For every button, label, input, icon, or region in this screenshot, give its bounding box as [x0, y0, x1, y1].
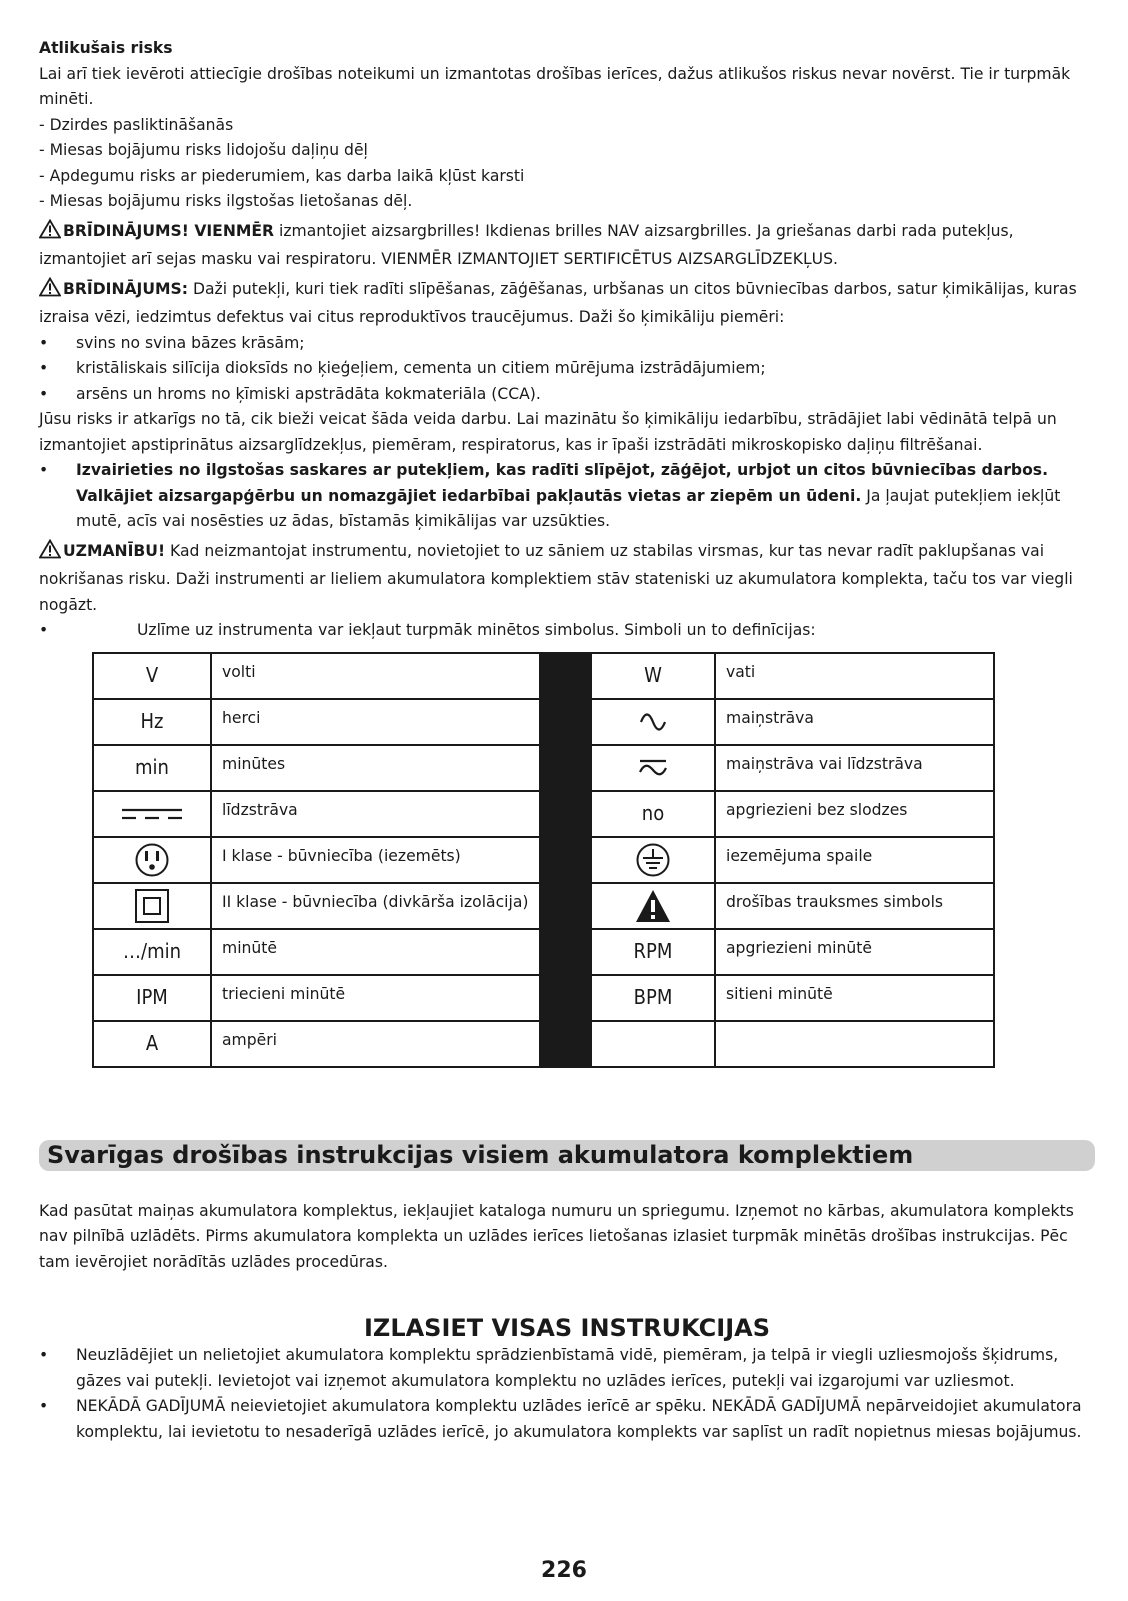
dust-contact-rest: Ja ļaujat putekļiem iekļūt mutē, acīs vai nosēsties uz ādas, bīstamās ķimikālijas var uzsūkties. [76, 486, 1061, 530]
warning-triangle-icon [39, 539, 61, 568]
chemical-example-item: • svins no svina bāzes krāsām; [39, 331, 1095, 357]
symbol-cell: min [93, 745, 211, 791]
residual-risk-item: - Miesas bojājumu risks ilgstošas lietošanas dēļ. [39, 192, 413, 210]
definition-cell: drošības trauksmes simbols [715, 883, 994, 929]
safety-alert-icon [591, 883, 715, 929]
symbol-cell: BPM [591, 975, 715, 1021]
symbol-cell: Hz [93, 699, 211, 745]
residual-risk-heading: Atlikušais risks [39, 39, 173, 57]
caution-lead: UZMANĪBU! [63, 541, 166, 560]
definition-cell: minūtes [211, 745, 540, 791]
caution-paragraph [39, 539, 1095, 619]
residual-risk-item: - Dzirdes pasliktināšanās [39, 115, 234, 134]
dust-contact-bullet [39, 458, 1095, 535]
symbol-cell: A [93, 1021, 211, 1067]
warning-lead: BRĪDINĀJUMS! VIENMĒR [63, 221, 275, 240]
chemical-example-item: • kristāliskais silīcija dioksīds no ķieģeļiem, cementa un citiem mūrējuma izstrādājumiem; [39, 356, 1095, 382]
definition-cell: herci [211, 699, 540, 745]
list-item: • Neuzlādējiet un nelietojiet akumulatora komplektu sprādzienbīstamā vidē, piemēram, ja telpā ir viegli uzliesmojošs šķidrums, gāzes vai putekļi. Ievietojot vai izņemot akumulatora komplektu no uzlādes ierīces, putekļi vai izgarojumi var uzliesmot. [39, 1343, 1095, 1394]
definition-cell: apgriezieni bez slodzes [715, 791, 994, 837]
definition-cell: sitieni minūtē [715, 975, 994, 1021]
definition-cell: volti [211, 653, 540, 699]
definition-cell: ampēri [211, 1021, 540, 1067]
symbol-cell: V [93, 653, 211, 699]
definition-cell: maiņstrāva [715, 699, 994, 745]
definition-cell: minūtē [211, 929, 540, 975]
read-all-heading: IZLASIET VISAS INSTRUKCIJAS [363, 1314, 771, 1342]
earth-terminal-icon [591, 837, 715, 883]
residual-risk-intro: Lai arī tiek ievēroti attiecīgie drošības noteikumi un izmantotas drošības ierīces, dažus atlikušos riskus nevar novērst. Tie ir turpmāk minēti. [39, 64, 1071, 108]
ac-dc-icon [591, 745, 715, 791]
warning-text: Daži putekļi, kuri tiek radīti slīpēšanas, zāģēšanas, urbšanas un citos būvniecības darbos, satur ķimikālijas, kuras izraisa vēzi, iedzimtus defektus vai citus reproduktīvos traucējumus. Daži šo ķimikāliju piemēri: [39, 279, 1077, 326]
symbol-cell [591, 1021, 715, 1067]
symbol-cell: IPM [93, 975, 211, 1021]
symbol-cell: RPM [591, 929, 715, 975]
symbol-cell: …/min [93, 929, 211, 975]
definition-cell: iezemējuma spaile [715, 837, 994, 883]
class-1-icon [93, 837, 211, 883]
residual-risk-item: - Apdegumu risks ar piederumiem, kas darba laikā kļūst karsti [39, 166, 525, 185]
definition-cell [715, 1021, 994, 1067]
warning-text: izmantojiet aizsargbrilles! Ikdienas brilles NAV aizsargbrilles. Ja griešanas darbi rada putekļus, izmantojiet arī sejas masku vai respiratoru. VIENMĒR IZMANTOJIET SERTIFICĒTUS AIZSARGLĪDZEKĻUS. [39, 221, 1014, 268]
dc-icon [93, 791, 211, 837]
warning-triangle-icon [39, 277, 61, 306]
page-number: 226 [541, 1558, 587, 1583]
dust-chemicals-warning [39, 277, 1095, 331]
table-divider [540, 653, 591, 1067]
definition-cell: līdzstrāva [211, 791, 540, 837]
caution-text: Kad neizmantojat instrumentu, novietojiet to uz sāniem uz stabilas virsmas, kur tas nevar radīt paklupšanas vai nokrišanas risku. Daži instrumenti ar lieliem akumulatora komplektiem stāv stateniski uz akumulatora komplekta, taču tos var viegli nogāzt. [39, 541, 1073, 614]
definition-cell: I klase - būvniecība (iezemēts) [211, 837, 540, 883]
warning-lead: BRĪDINĀJUMS: [63, 279, 189, 298]
definition-cell: apgriezieni minūtē [715, 929, 994, 975]
table-row [93, 653, 994, 699]
chemical-example-item: • arsēns un hroms no ķīmiski apstrādāta kokmateriāla (CCA). [39, 382, 1095, 408]
definition-cell: maiņstrāva vai līdzstrāva [715, 745, 994, 791]
definition-cell: II klase - būvniecība (divkārša izolācija) [211, 883, 540, 929]
class-2-icon [93, 883, 211, 929]
page-content [39, 36, 1095, 1445]
battery-section-body: Kad pasūtat maiņas akumulatora komplektus, iekļaujiet kataloga numuru un spriegumu. Izņemot no kārbas, akumulatora komplekts nav pilnībā uzlādēts. Pirms akumulatora komplekta un uzlādes ierīces lietošanas izlasiet turpmāk minētās drošības instrukcijas. Pēc tam ievērojiet norādītās uzlādes procedūras. [39, 1201, 1074, 1271]
definition-cell: triecieni minūtē [211, 975, 540, 1021]
symbols-intro: • Uzlīme uz instrumenta var iekļaut turpmāk minētos simbolus. Simboli un to definīcijas: [39, 618, 1095, 644]
symbols-table [92, 652, 995, 1068]
dust-contact-bold: Izvairieties no ilgstošas saskares ar putekļiem, kas radīti slīpējot, zāģējot, urbjot un citos būvniecības darbos. Valkājiet aizsargapģērbu un nomazgājiet iedarbībai pakļautās vietas ar ziepēm un ūdeni. [76, 461, 1049, 505]
symbol-cell: W [591, 653, 715, 699]
battery-section-title: Svarīgas drošības instrukcijas visiem akumulatora komplektiem [39, 1140, 1095, 1171]
warning-triangle-icon [39, 219, 61, 248]
definition-cell: vati [715, 653, 994, 699]
list-item: • NEKĀDĀ GADĪJUMĀ neievietojiet akumulatora komplektu uzlādes ierīcē ar spēku. NEKĀDĀ GADĪJUMĀ nepārveidojiet akumulatora komplektu, lai ievietotu to nesaderīgā uzlādes ierīcē, jo akumulatora komplekts var saplīst un radīt nopietnus miesas bojājumus. [39, 1394, 1095, 1445]
ac-icon [591, 699, 715, 745]
symbol-cell: no [591, 791, 715, 837]
eye-protection-warning [39, 219, 1095, 273]
residual-risk-item: - Miesas bojājumu risks lidojošu daļiņu dēļ [39, 141, 368, 159]
risk-explanation: Jūsu risks ir atkarīgs no tā, cik bieži veicat šāda veida darbu. Lai mazinātu šo ķimikāliju iedarbību, strādājiet labi vēdinātā telpā un izmantojiet apstiprinātus aizsarglīdzekļus, piemēram, respiratorus, kas ir īpaši izstrādāti mikroskopisko daļiņu filtrēšanai. [39, 410, 1057, 454]
